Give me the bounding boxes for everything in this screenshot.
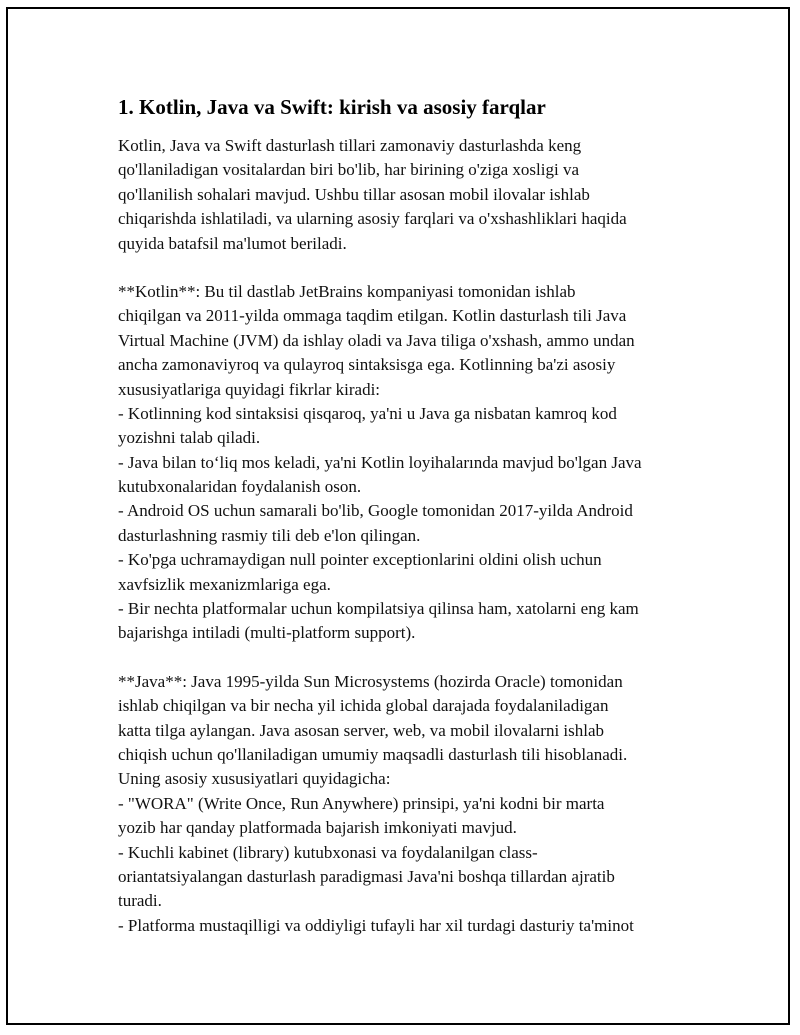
text-line: **Java**: Java 1995-yilda Sun Microsystems (hozirda Oracle) tomonidan	[118, 671, 623, 691]
text-line: yozishni talab qiladi.	[118, 428, 261, 448]
list-item: - Bir nechta platformalar uchun kompilatsiya qilinsa ham, xatolarni eng kam	[118, 599, 639, 619]
document-body	[118, 94, 718, 962]
text-line: ishlab chiqilgan va bir necha yil ichida global darajada foydalaniladigan	[118, 696, 609, 716]
text-line: qo'llaniladigan vositalardan biri bo'lib, har birining o'ziga xosligi va	[118, 160, 580, 180]
intro-paragraph	[118, 134, 718, 256]
list-item: - Java bilan to‘liq mos keladi, ya'ni Kotlin loyihalarında mavjud bo'lgan Java	[118, 452, 642, 472]
text-line: oriantatsiyalangan dasturlash paradigmasi Java'ni boshqa tillardan ajratib	[118, 866, 615, 886]
text-line: Kotlin, Java va Swift dasturlash tillari zamonaviy dasturlashda keng	[118, 136, 582, 155]
text-line: xususiyatlariga quyidagi fikrlar kiradi:	[118, 379, 381, 399]
text-line: katta tilga aylangan. Java asosan server, web, va mobil ilovalarni ishlab	[118, 720, 605, 740]
list-item: - Kuchli kabinet (library) kutubxonasi va foydalanilgan class-	[118, 842, 538, 862]
list-item: - "WORA" (Write Once, Run Anywhere) prinsipi, ya'ni kodni bir marta	[118, 793, 605, 813]
text-line: **Kotlin**: Bu til dastlab JetBrains kompaniyasi tomonidan ishlab	[118, 281, 576, 301]
text-line: chiqilgan va 2011-yilda ommaga taqdim etilgan. Kotlin dasturlash tili Java	[118, 306, 627, 326]
text-line: qo'llanilish sohalari mavjud. Ushbu tillar asosan mobil ilovalar ishlab	[118, 184, 590, 204]
text-line: Virtual Machine (JVM) da ishlay oladi va Java tiliga o'xshash, ammo undan	[118, 330, 635, 350]
text-line: chiqish uchun qo'llaniladigan umumiy maqsadli dasturlash tili hisoblanadi.	[118, 744, 628, 764]
list-item: - Ko'pga uchramaydigan null pointer exceptionlarini oldini olish uchun	[118, 550, 602, 570]
text-line: chiqarishda ishlatiladi, va ularning asosiy farqlari va o'xshashliklari haqida	[118, 209, 627, 229]
text-line: xavfsizlik mexanizmlariga ega.	[118, 574, 331, 594]
text-line: dasturlashning rasmiy tili deb e'lon qilingan.	[118, 525, 421, 545]
text-line: turadi.	[118, 891, 162, 911]
list-item: - Kotlinning kod sintaksisi qisqaroq, ya'ni u Java ga nisbatan kamroq kod	[118, 403, 617, 423]
text-line: bajarishga intiladi (multi-platform support).	[118, 623, 416, 643]
text-line: kutubxonalaridan foydalanish oson.	[118, 477, 362, 497]
text-line: ancha zamonaviyroq va qulayroq sintaksisga ega. Kotlinning ba'zi asosiy	[118, 355, 616, 375]
list-item: - Platforma mustaqilligi va oddiyligi tufayli har xil turdagi dasturiy ta'minot	[118, 915, 634, 935]
text-line: quyida batafsil ma'lumot beriladi.	[118, 233, 347, 253]
kotlin-paragraph	[118, 280, 718, 646]
java-paragraph	[118, 670, 718, 938]
list-item: - Android OS uchun samarali bo'lib, Google tomonidan 2017-yilda Android	[118, 501, 633, 521]
text-line: yozib har qanday platformada bajarish imkoniyati mavjud.	[118, 818, 517, 838]
text-line: Uning asosiy xususiyatlari quyidagicha:	[118, 769, 391, 789]
section-heading: 1. Kotlin, Java va Swift: kirish va asosiy farqlar	[118, 95, 546, 119]
